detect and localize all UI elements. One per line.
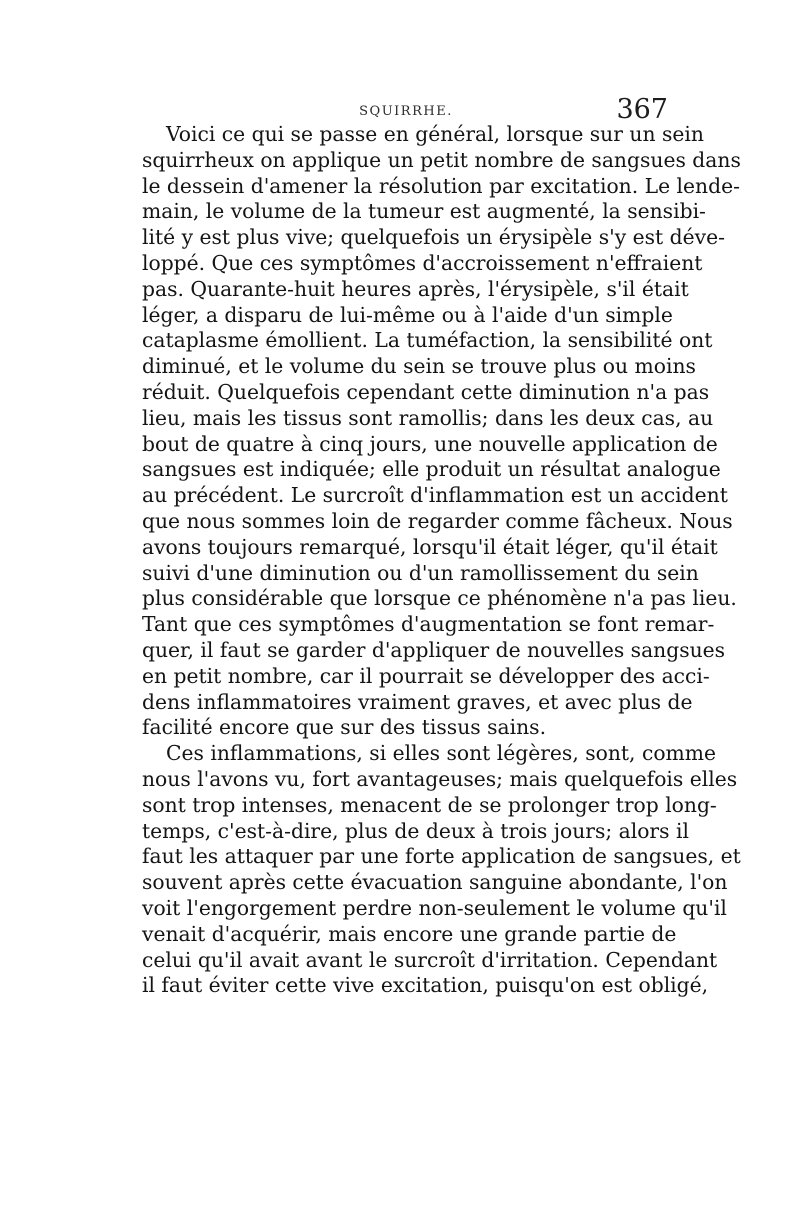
text-line: léger, a disparu de lui-même ou à l'aide d'un simple bbox=[142, 302, 673, 327]
text-line: souvent après cette évacuation sanguine abondante, l'on bbox=[142, 870, 728, 895]
text-line: suivi d'une diminution ou d'un ramollissement du sein bbox=[142, 560, 699, 585]
text-line: main, le volume de la tumeur est augmenté, la sensibi- bbox=[142, 199, 706, 224]
text-line: venait d'acquérir, mais encore une grande partie de bbox=[142, 921, 677, 946]
text-line: sont trop intenses, menacent de se prolonger trop long- bbox=[142, 792, 717, 817]
text-line: sangsues est indiquée; elle produit un résultat analogue bbox=[142, 457, 721, 482]
text-line: nous l'avons vu, fort avantageuses; mais quelquefois elles bbox=[142, 766, 738, 791]
text-line: squirrheux on applique un petit nombre de sangsues dans bbox=[142, 147, 741, 172]
text-line: que nous sommes loin de regarder comme fâcheux. Nous bbox=[142, 508, 733, 533]
text-line: loppé. Que ces symptômes d'accroissement n'effraient bbox=[142, 250, 703, 275]
text-line: facilité encore que sur des tissus sains. bbox=[142, 715, 547, 740]
text-line: voit l'engorgement perdre non-seulement le volume qu'il bbox=[142, 895, 727, 920]
running-head-title: SQUIRRHE. bbox=[359, 104, 453, 119]
text-line: au précédent. Le surcroît d'inflammation est un accident bbox=[142, 483, 728, 508]
text-line: Ces inflammations, si elles sont légères, sont, comme bbox=[166, 741, 716, 766]
text-line: quer, il faut se garder d'appliquer de nouvelles sangsues bbox=[142, 637, 726, 662]
text-line: faut les attaquer par une forte application de sangsues, et bbox=[142, 844, 741, 869]
text-line: celui qu'il avait avant le surcroît d'irritation. Cependant bbox=[142, 947, 718, 972]
text-line: en petit nombre, car il pourrait se développer des acci- bbox=[142, 663, 710, 688]
text-line: lité y est plus vive; quelquefois un érysipèle s'y est déve- bbox=[142, 225, 725, 250]
text-line: Tant que ces symptômes d'augmentation se font remar- bbox=[142, 612, 715, 637]
text-line: avons toujours remarqué, lorsqu'il était léger, qu'il était bbox=[142, 534, 718, 559]
text-line: réduit. Quelquefois cependant cette diminution n'a pas bbox=[142, 379, 710, 404]
text-line: cataplasme émollient. La tuméfaction, la sensibilité ont bbox=[142, 328, 713, 353]
text-line: dens inflammatoires vraiment graves, et avec plus de bbox=[142, 689, 693, 714]
text-line: lieu, mais les tissus sont ramollis; dans les deux cas, au bbox=[142, 405, 714, 430]
paragraph-1 bbox=[142, 122, 741, 741]
text-line: Voici ce qui se passe en général, lorsque sur un sein bbox=[166, 122, 704, 146]
text-line: diminué, et le volume du sein se trouve plus ou moins bbox=[142, 354, 696, 379]
text-line: il faut éviter cette vive excitation, puisqu'on est obligé, bbox=[142, 973, 709, 998]
text-line: pas. Quarante-huit heures après, l'érysipèle, s'il était bbox=[142, 276, 689, 301]
paragraph-2 bbox=[142, 741, 741, 999]
text-line: temps, c'est-à-dire, plus de deux à trois jours; alors il bbox=[142, 818, 689, 843]
text-line: bout de quatre à cinq jours, une nouvelle application de bbox=[142, 431, 718, 456]
body-text bbox=[142, 122, 741, 999]
page-number: 367 bbox=[616, 94, 668, 125]
text-line: le dessein d'amener la résolution par excitation. Le lende- bbox=[142, 173, 740, 198]
text-line: plus considérable que lorsque ce phénomène n'a pas lieu. bbox=[142, 586, 737, 611]
